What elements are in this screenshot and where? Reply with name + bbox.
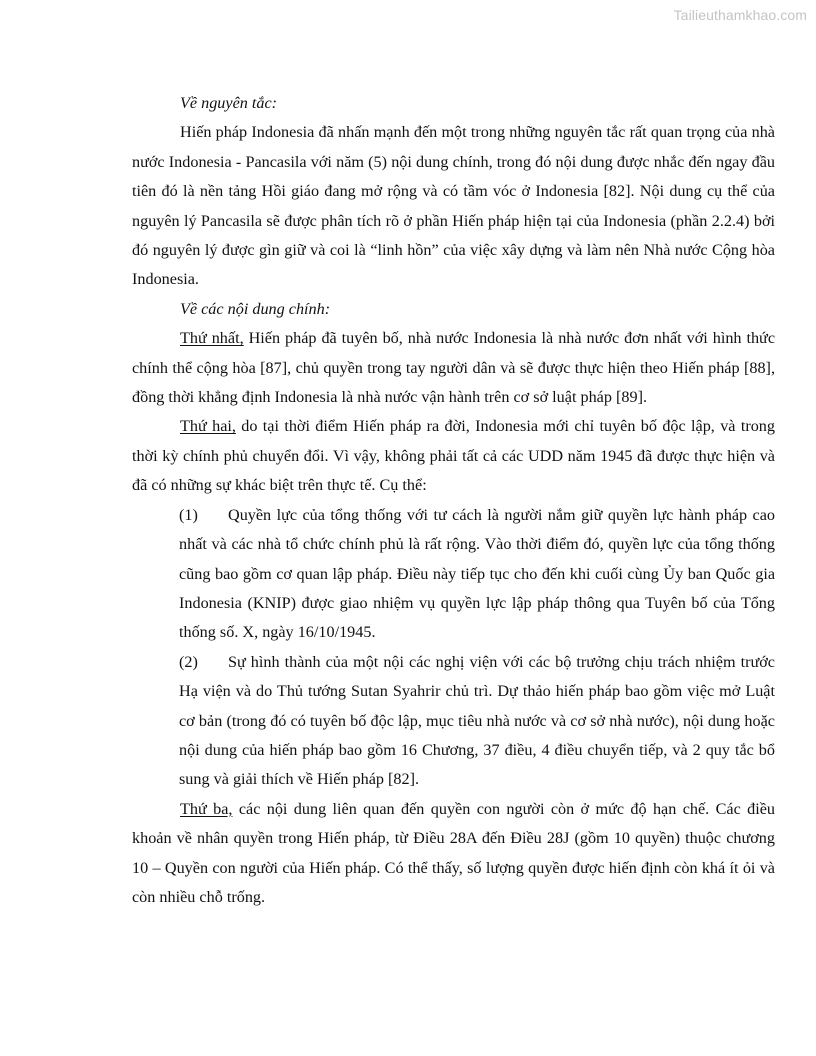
label-second: Thứ hai, [180,417,236,436]
paragraph-first [132,324,775,412]
paragraph-second [132,412,775,500]
list-item-1 [132,501,775,648]
text-first: Hiến pháp đã tuyên bố, nhà nước Indonesia là nhà nước đơn nhất với hình thức chính thể cộng hòa [87], chủ quyền trong tay người dân và sẽ được thực hiện theo Hiến pháp [88], đồng thời khẳng định Indonesia là nhà nước vận hành trên cơ sở luật pháp [89]. [132,329,776,407]
list-item-number-1: (1) [179,505,198,524]
paragraph-third [132,795,775,913]
list-item-2 [132,648,775,795]
label-first: Thứ nhất, [180,329,244,348]
watermark: Tailieuthamkhao.com [673,7,807,23]
text-second: do tại thời điểm Hiến pháp ra đời, Indonesia mới chỉ tuyên bố độc lập, và trong thời kỳ chính phủ chuyển đổi. Vì vậy, không phải tất cả các UDD năm 1945 đã được thực hiện và đã có những sự khác biệt trên thực tế. Cụ thể: [132,417,775,495]
list-item-text-1: Quyền lực của tổng thống với tư cách là người nắm giữ quyền lực hành pháp cao nhất và các nhà tổ chức chính phủ là rất rộng. Vào thời điểm đó, quyền lực của tổng thống cũng bao gồm cơ quan lập pháp. Điều này tiếp tục cho đến khi cuối cùng Ủy ban Quốc gia Indonesia (KNIP) được giao nhiệm vụ quyền lực lập pháp thông qua Tuyên bố của Tổng thống số. X, ngày 16/10/1945. [179,505,775,642]
list-item-number-2: (2) [179,652,198,671]
section-heading-content: Về các nội dung chính: [180,299,331,318]
section-heading-principle: Về nguyên tắc: [180,94,278,112]
text-third: các nội dung liên quan đến quyền con người còn ở mức độ hạn chế. Các điều khoản về nhân quyền trong Hiến pháp, từ Điều 28A đến Điều 28J (gồm 10 quyền) thuộc chương 10 – Quyền con người của Hiến pháp. Có thể thấy, số lượng quyền được hiến định còn khá ít ỏi và còn nhiều chỗ trống. [132,799,775,906]
paragraph-principle: Hiến pháp Indonesia đã nhấn mạnh đến một trong những nguyên tắc rất quan trọng của nhà nước Indonesia - Pancasila với năm (5) nội dung chính, trong đó nội dung được nhắc đến ngay đầu tiên đó là nền tảng Hồi giáo đang mở rộng và có tầm vóc ở Indonesia [82]. Nội dung cụ thể của nguyên lý Pancasila sẽ được phân tích rõ ở phần Hiến pháp hiện tại của Indonesia (phần 2.2.4) bởi đó nguyên lý được gìn giữ và coi là “linh hồn” của việc xây dựng và làm nên Nhà nước Cộng hòa Indonesia. [132,123,775,289]
document-page [132,89,775,912]
label-third: Thứ ba, [180,799,233,818]
list-item-text-2: Sự hình thành của một nội các nghị viện với các bộ trưởng chịu trách nhiệm trước Hạ viện và do Thủ tướng Sutan Syahrir chủ trì. Dự thảo hiến pháp bao gồm việc mở Luật cơ bản (trong đó có tuyên bố độc lập, mục tiêu nhà nước và cơ sở nhà nước), nội dung hoặc nội dung của hiến pháp bao gồm 16 Chương, 37 điều, 4 điều chuyển tiếp, và 2 quy tắc bổ sung và giải thích về Hiến pháp [82]. [179,652,775,789]
